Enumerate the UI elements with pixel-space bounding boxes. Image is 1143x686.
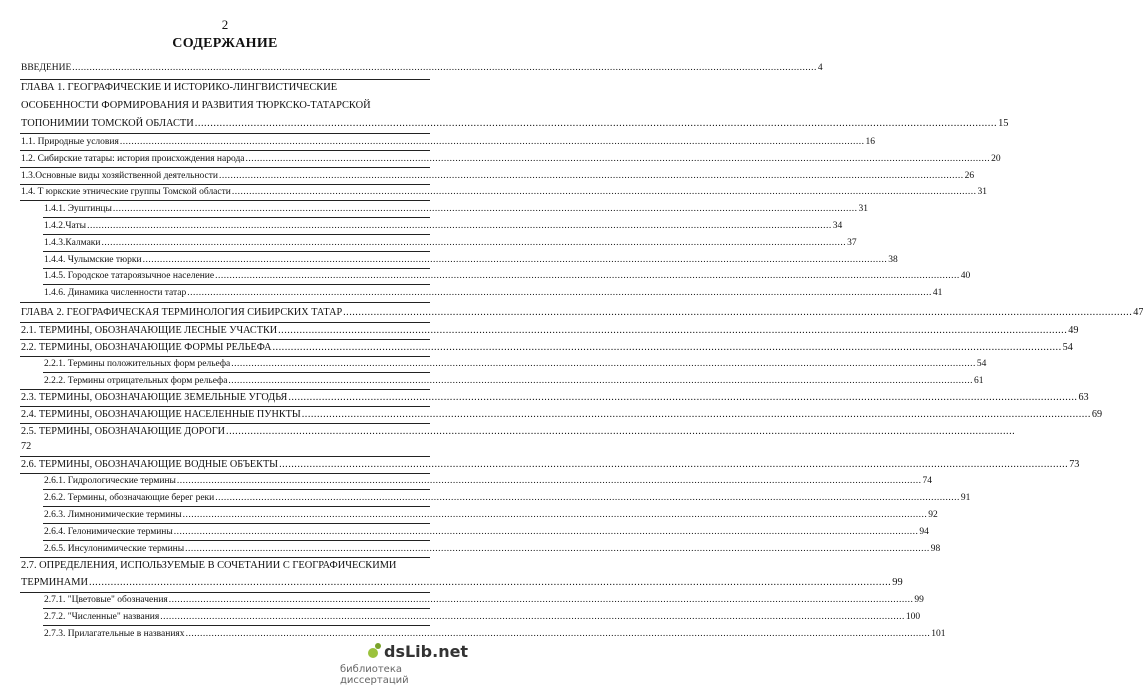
toc-entry-page: 41 <box>932 288 943 298</box>
leader-dots <box>219 170 964 183</box>
toc-entry-page: 94 <box>919 527 929 537</box>
toc-entry-label: 2.6.2. Термины, обозначающие берег реки <box>44 493 215 503</box>
toc-chapter-1[interactable] <box>21 117 1009 130</box>
toc-entry-label: 2.7.1. "Цветовые" обозначения <box>44 595 168 605</box>
leader-dots <box>177 475 922 488</box>
toc-entry-page: 63 <box>1078 392 1089 403</box>
toc-entry-1-4-1[interactable] <box>44 203 868 216</box>
toc-entry-page: 92 <box>928 510 938 520</box>
toc-entry-label: 2.2.1. Термины положительных форм рельефа <box>44 359 231 369</box>
toc-entry-label: 2.6. ТЕРМИНЫ, ОБОЗНАЧАЮЩИЕ ВОДНЫЕ ОБЪЕКТЫ <box>21 459 279 470</box>
dslib-logo <box>366 638 469 662</box>
divider <box>43 489 430 490</box>
toc-entry-2-7-line-1[interactable]: 2.7. ОПРЕДЕЛЕНИЯ, ИСПОЛЬЗУЕМЫЕ В СОЧЕТАНИИ С ГЕОГРАФИЧЕСКИМИ <box>21 560 397 571</box>
toc-entry-label: 2.5. ТЕРМИНЫ, ОБОЗНАЧАЮЩИЕ ДОРОГИ <box>21 426 226 437</box>
toc-entry-page: 26 <box>964 171 975 181</box>
toc-entry-label: 2.6.5. Инсулонимические термины <box>44 544 185 554</box>
leader-dots <box>343 306 1132 319</box>
toc-entry-2-6-4[interactable] <box>44 526 929 539</box>
divider <box>20 456 430 457</box>
toc-entry-page: 98 <box>930 544 941 554</box>
toc-entry-2-4[interactable] <box>21 408 1103 421</box>
toc-entry-intro[interactable] <box>21 62 823 75</box>
toc-entry-label: 1.4.6. Динамика численности татар <box>44 288 187 298</box>
toc-entry-1-1[interactable] <box>21 136 875 149</box>
toc-entry-label: 1.4. Т юркские этнические группы Томской области <box>21 187 231 197</box>
divider <box>20 557 430 558</box>
toc-entry-2-7-2[interactable] <box>44 611 921 624</box>
divider <box>20 473 430 474</box>
divider <box>20 406 430 407</box>
leader-dots <box>226 425 1015 438</box>
leader-dots <box>187 287 932 300</box>
toc-entry-page: 15 <box>998 118 1009 129</box>
leader-dots <box>186 628 931 641</box>
toc-entry-page: 16 <box>865 137 875 147</box>
toc-entry-label: ТОПОНИМИИ ТОМСКОЙ ОБЛАСТИ <box>21 118 194 129</box>
toc-entry-label: 2.7.2. "Численные" названия <box>44 612 160 622</box>
divider <box>43 540 430 541</box>
toc-entry-label: 2.6.3. Лимнонимические термины <box>44 510 182 520</box>
leader-dots <box>160 611 905 624</box>
toc-entry-page: 54 <box>976 359 987 369</box>
toc-entry-page: 54 <box>1062 342 1073 353</box>
toc-chapter-1-line-2[interactable]: ОСОБЕННОСТИ ФОРМИРОВАНИЯ И РАЗВИТИЯ ТЮРКСКО-ТАТАРСКОЙ <box>21 100 371 111</box>
toc-entry-2-6-3[interactable] <box>44 509 938 522</box>
toc-entry-page: 34 <box>832 221 843 231</box>
divider <box>20 167 430 168</box>
divider <box>20 302 430 303</box>
toc-entry-page: 37 <box>847 238 857 248</box>
toc-entry-page: 69 <box>1091 409 1103 420</box>
divider <box>43 372 430 373</box>
leader-dots <box>143 254 888 267</box>
leader-dots <box>174 526 919 539</box>
leader-dots <box>113 203 858 216</box>
toc-entry-2-2[interactable] <box>21 341 1073 354</box>
toc-entry-2-2-1[interactable] <box>44 358 987 371</box>
leader-dots <box>288 391 1077 404</box>
toc-entry-page: 20 <box>991 154 1001 164</box>
toc-entry-page: 49 <box>1068 325 1079 336</box>
toc-entry-2-7-1[interactable] <box>44 594 924 607</box>
toc-entry-label: 1.4.2.Чаты <box>44 221 87 231</box>
toc-entry-label: ТЕРМИНАМИ <box>21 577 88 588</box>
toc-entry-page: 74 <box>922 476 933 486</box>
divider <box>43 268 430 269</box>
divider <box>43 217 430 218</box>
toc-entry-page: 31 <box>858 204 868 214</box>
toc-entry-label: 2.6.4. Гелонимические термины <box>44 527 173 537</box>
divider <box>43 251 430 252</box>
leader-dots <box>246 153 991 166</box>
toc-entry-2-2-2[interactable] <box>44 375 984 388</box>
toc-chapter-2[interactable] <box>21 306 1143 319</box>
toc-entry-1-3[interactable] <box>21 170 975 183</box>
toc-entry-page: 73 <box>1069 459 1080 470</box>
divider <box>43 234 430 235</box>
divider <box>43 608 430 609</box>
toc-entry-page: 91 <box>960 493 971 503</box>
toc-entry-2-6[interactable] <box>21 458 1080 471</box>
toc-entry-page: 40 <box>960 271 971 281</box>
toc-entry-label: 2.7.3. Прилагательные в названиях <box>44 629 185 639</box>
divider <box>43 506 430 507</box>
toc-entry-label: 2.4. ТЕРМИНЫ, ОБОЗНАЧАЮЩИЕ НАСЕЛЕННЫЕ ПУНКТЫ <box>21 409 301 420</box>
toc-entry-1-2[interactable] <box>21 153 1001 166</box>
toc-entry-label: 1.3.Основные виды хозяйственной деятельности <box>21 171 218 181</box>
divider <box>20 322 430 323</box>
toc-entry-2-3[interactable] <box>21 391 1089 404</box>
toc-entry-1-4-3[interactable] <box>44 237 857 250</box>
toc-entry-label: 1.4.4. Чулымские тюрки <box>44 255 142 265</box>
leader-dots <box>231 358 976 371</box>
leader-dots <box>278 324 1067 337</box>
leader-dots <box>273 341 1062 354</box>
toc-entry-label: 1.4.1. Эуштинцы <box>44 204 112 214</box>
divider <box>20 389 430 390</box>
toc-entry-label: 2.2. ТЕРМИНЫ, ОБОЗНАЧАЮЩИЕ ФОРМЫ РЕЛЬЕФА <box>21 342 272 353</box>
toc-entry-page: 38 <box>888 255 898 265</box>
toc-entry-label: ГЛАВА 2. ГЕОГРАФИЧЕСКАЯ ТЕРМИНОЛОГИЯ СИБИРСКИХ ТАТАР <box>21 307 343 318</box>
toc-entry-2-7[interactable] <box>21 576 903 589</box>
toc-entry-label: 1.4.3.Калмаки <box>44 238 101 248</box>
toc-entry-page: 47 <box>1133 307 1143 318</box>
divider <box>43 284 430 285</box>
divider <box>20 150 430 151</box>
leader-dots <box>215 492 960 505</box>
divider <box>20 133 430 134</box>
toc-entry-label: 2.3. ТЕРМИНЫ, ОБОЗНАЧАЮЩИЕ ЗЕМЕЛЬНЫЕ УГОДЬЯ <box>21 392 288 403</box>
toc-entry-page: 99 <box>892 577 903 588</box>
toc-entry-page: 99 <box>914 595 924 605</box>
leader-dots <box>215 270 960 283</box>
toc-entry-label: 2.6.1. Гидрологические термины <box>44 476 176 486</box>
divider <box>20 356 430 357</box>
leader-dots <box>89 576 891 589</box>
leader-dots <box>195 117 997 130</box>
leader-dots <box>302 408 1091 421</box>
divider <box>20 423 430 424</box>
toc-entry-2-6-2[interactable] <box>44 492 971 505</box>
toc-entry-page: 100 <box>905 612 921 622</box>
leader-dots <box>279 458 1068 471</box>
toc-entry-1-4[interactable] <box>21 186 987 199</box>
leader-dots <box>185 543 930 556</box>
dslib-logo-text: dsLib.net <box>384 642 469 661</box>
toc-entry-page: 31 <box>977 187 987 197</box>
toc-entry-2-5[interactable] <box>21 425 430 438</box>
toc-entry-2-6-5[interactable] <box>44 543 941 556</box>
page-number: 2 <box>221 17 229 32</box>
toc-entry-page: 4 <box>817 63 823 73</box>
toc-entry-2-5-page: 72 <box>21 441 32 452</box>
leader-dots <box>102 237 847 250</box>
divider <box>20 592 430 593</box>
divider <box>43 523 430 524</box>
toc-entry-1-4-6[interactable] <box>44 287 943 300</box>
toc-chapter-1-line-1[interactable]: ГЛАВА 1. ГЕОГРАФИЧЕСКИЕ И ИСТОРИКО-ЛИНГВИСТИЧЕСКИЕ <box>21 82 338 93</box>
toc-entry-label: 1.4.5. Городское татароязычное население <box>44 271 215 281</box>
toc-entry-page: 61 <box>974 376 984 386</box>
toc-entry-label: ВВЕДЕНИЕ <box>21 63 72 73</box>
toc-entry-label: 2.1. ТЕРМИНЫ, ОБОЗНАЧАЮЩИЕ ЛЕСНЫЕ УЧАСТКИ <box>21 325 278 336</box>
toc-entry-label: 2.2.2. Термины отрицательных форм рельефа <box>44 376 228 386</box>
toc-entry-2-1[interactable] <box>21 324 1079 337</box>
divider <box>43 625 430 626</box>
divider <box>20 184 430 185</box>
toc-entry-label: 1.1. Природные условия <box>21 137 119 147</box>
leader-dots <box>183 509 928 522</box>
divider <box>20 339 430 340</box>
page-title: СОДЕРЖАНИЕ <box>172 36 278 51</box>
toc-entry-1-4-5[interactable] <box>44 270 971 283</box>
leader-dots <box>169 594 914 607</box>
toc-entry-1-4-4[interactable] <box>44 254 898 267</box>
toc-entry-page: 101 <box>931 629 946 639</box>
leader-dots <box>120 136 865 149</box>
toc-entry-2-6-1[interactable] <box>44 475 933 488</box>
toc-entry-label: 1.2. Сибирские татары: история происхождения народа <box>21 154 245 164</box>
divider <box>20 200 430 201</box>
leader-dots <box>228 375 973 388</box>
toc-entry-1-4-2[interactable] <box>44 220 843 233</box>
leader-dots <box>232 186 977 199</box>
leader-dots <box>87 220 832 233</box>
divider <box>20 79 430 80</box>
watermark-caption: библиотека диссертаций <box>340 664 409 686</box>
leader-dots <box>72 62 817 75</box>
